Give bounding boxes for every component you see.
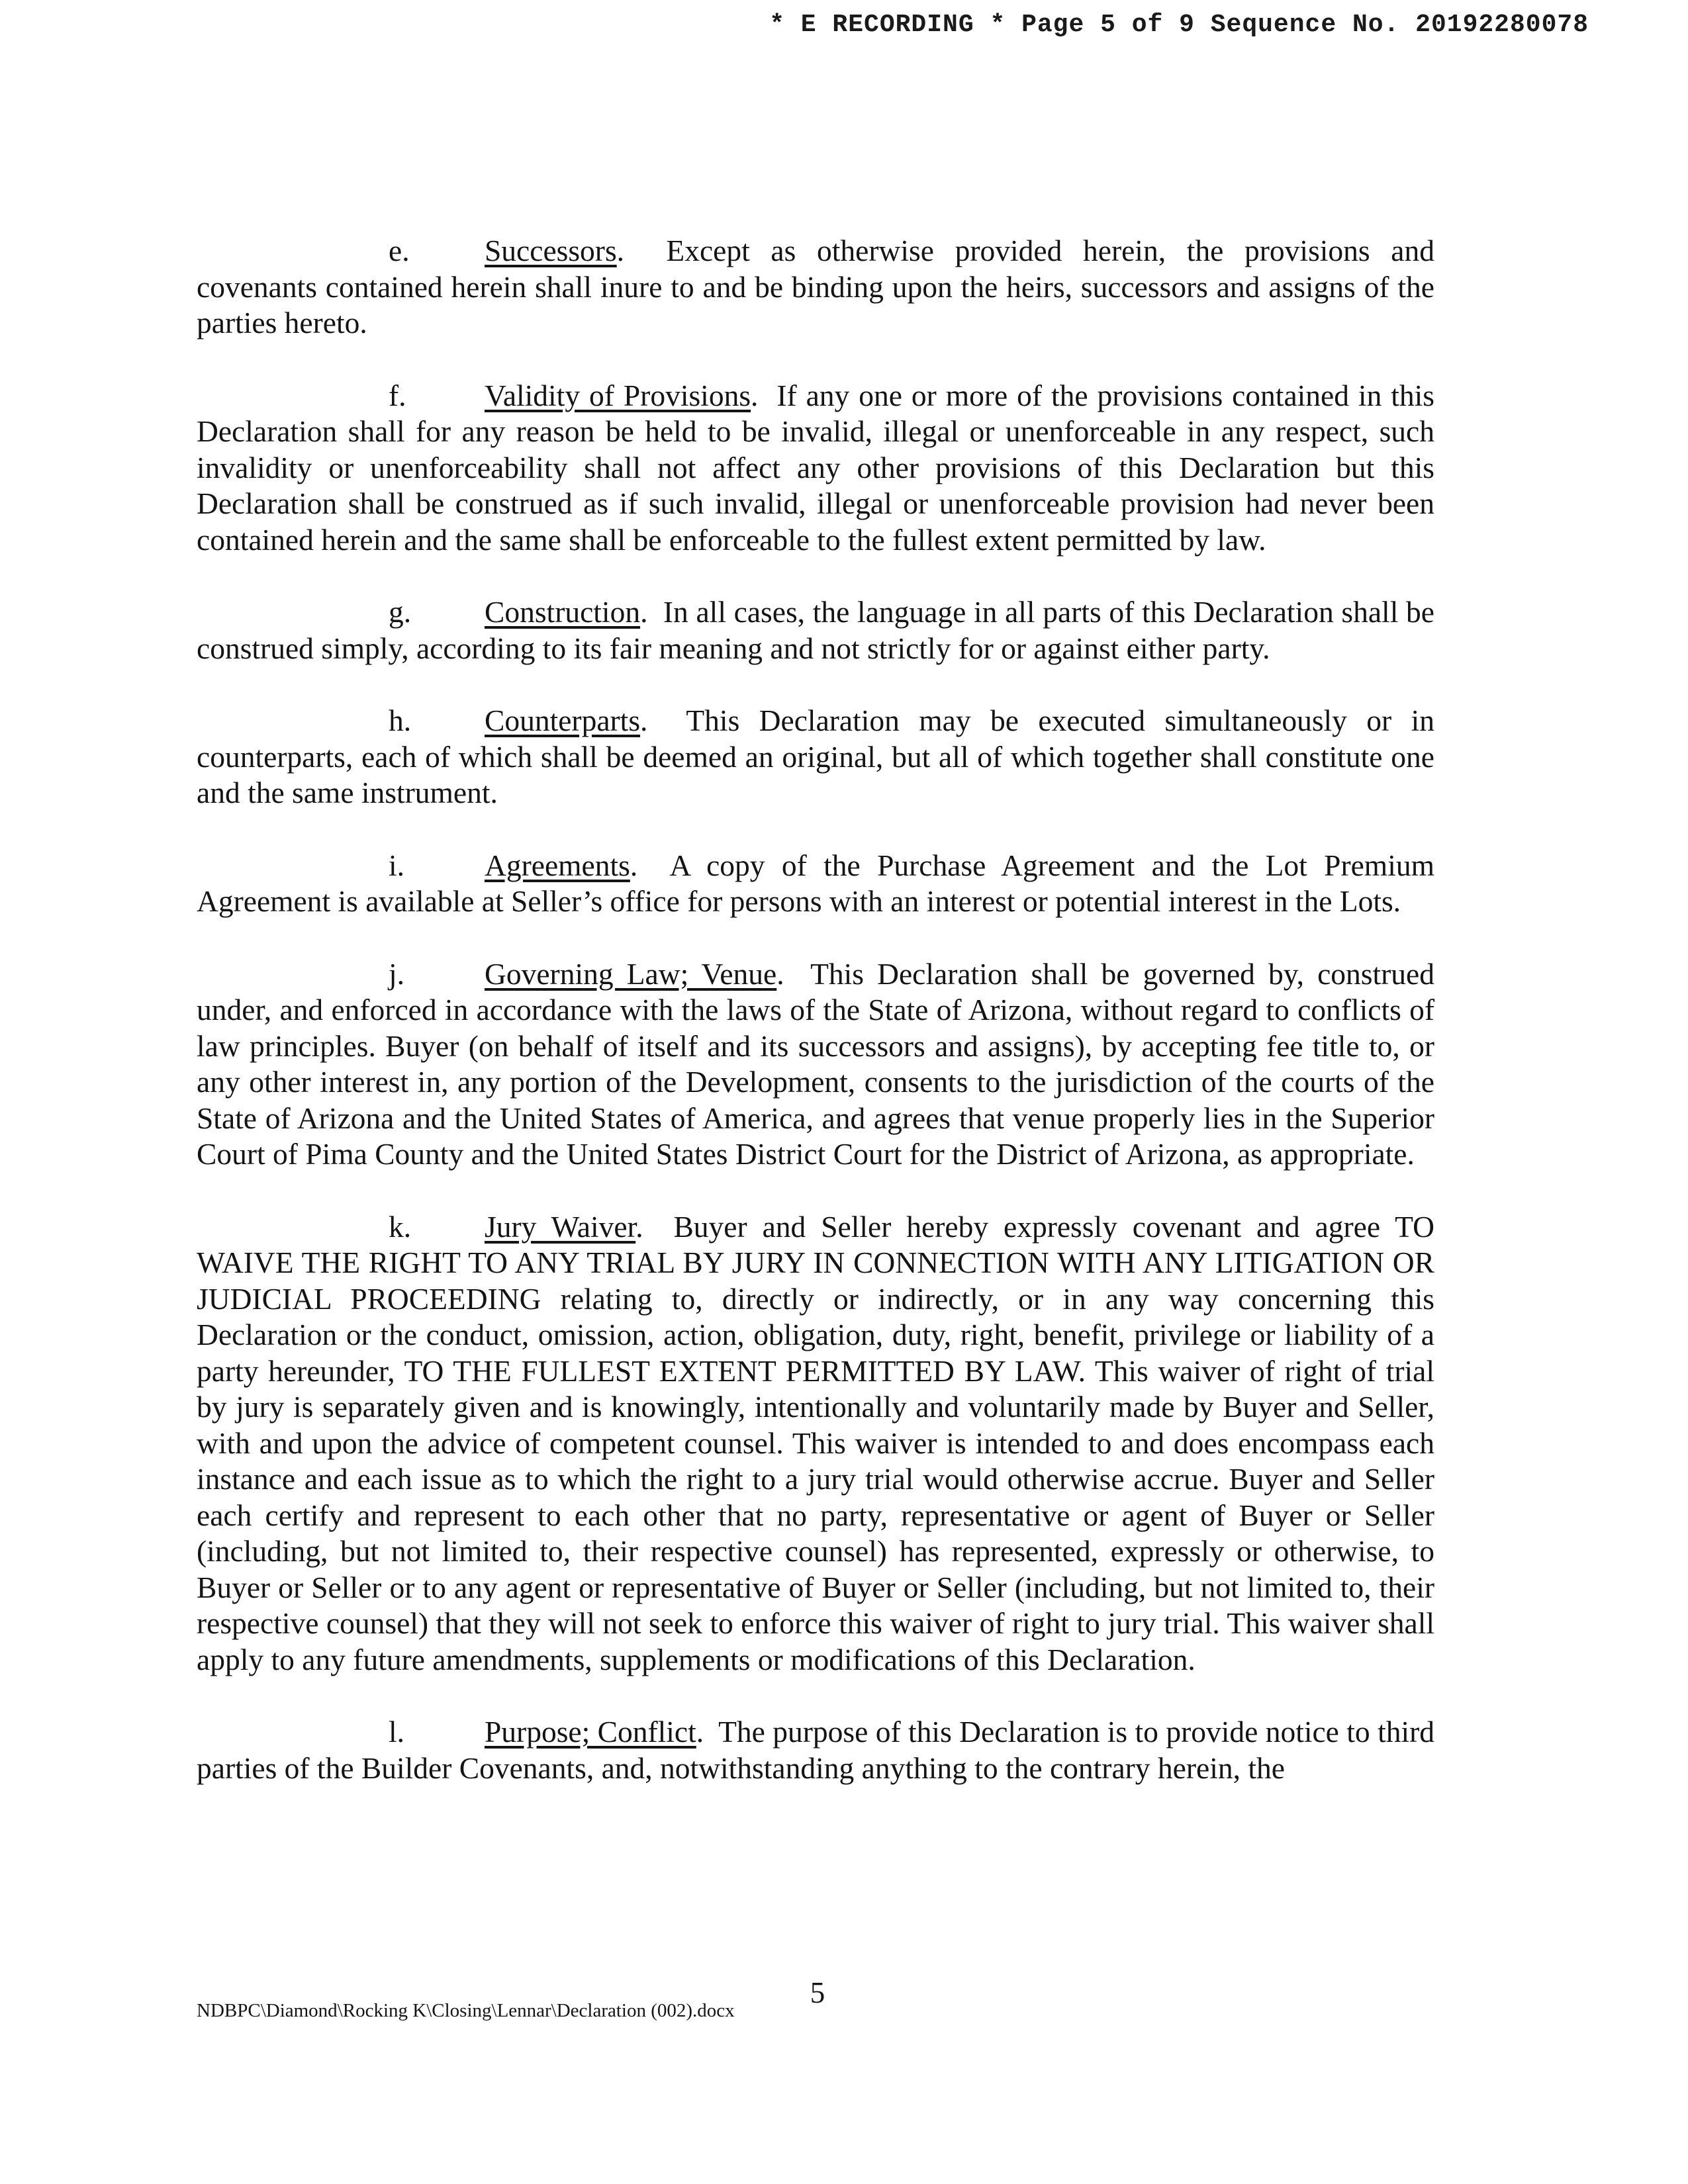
recording-header: * E RECORDING * Page 5 of 9 Sequence No. 20192280078 xyxy=(769,11,1589,39)
section-title: Purpose; Conflict xyxy=(485,1715,696,1749)
section-l-purpose: l. Purpose; Conflict. The purpose of this Declaration is to provide notice to third parties of the Builder Covenants, and, notwithstanding anything to the contrary herein, the xyxy=(197,1715,1435,1785)
section-letter: j. xyxy=(389,956,405,991)
section-f-validity: f. Validity of Provisions. If any one or more of the provisions contained in this Declaration shall for any reason be held to be invalid, illegal or unenforceable in any respect, such invalidity or unenforceability shall not affect any other provisions of this Declaration but this Declaration shall be construed as if such invalid, illegal or unenforceable provision had never been contained herein and the same shall be enforceable to the fullest extent permitted by law. xyxy=(197,378,1435,557)
section-title: Successors xyxy=(485,234,617,267)
section-e-successors: e. Successors. Except as otherwise provided herein, the provisions and covenants contained herein shall inure to and be binding upon the heirs, successors and assigns of the parties hereto. xyxy=(197,234,1435,340)
section-text: A copy of the Purchase Agreement and the Lot Premium Agreement is available at Seller’s office for persons with an interest or potential interest in the Lots. xyxy=(197,848,1434,918)
section-h-counterparts: h. Counterparts. This Declaration may be executed simultaneously or in counterparts, each of which shall be deemed an original, but all of which together shall constitute one and the same instrument. xyxy=(197,704,1434,809)
section-text: This Declaration shall be governed by, construed under, and enforced in accordance with the laws of the State of Arizona, without regard to conflicts of law principles. Buyer (on behalf of itself and its successors and assigns), by accepting fee title to, or any other interest in, any portion of the Development, consents to the jurisdiction of the courts of the State of Arizona and the United States of America, and agrees that venue properly lies in the Superior Court of Pima County and the United States District Court for the District of Arizona, as appropriate. xyxy=(197,956,1434,1171)
section-i-agreements: i. Agreements. A copy of the Purchase Agreement and the Lot Premium Agreement is available at Seller’s office for persons with an interest or potential interest in the Lots. xyxy=(197,848,1434,918)
section-text: In all cases, the language in all parts of this Declaration shall be construed simply, according to its fair meaning and not strictly for or against either party. xyxy=(197,595,1434,665)
document-body xyxy=(197,233,1434,1823)
section-text: Buyer and Seller hereby expressly covenant and agree TO WAIVE THE RIGHT TO ANY TRIAL BY JURY IN CONNECTION WITH ANY LITIGATION OR JUDICIAL PROCEEDING relating to, directly or indirectly, or in any way concerning this Declaration or the conduct, omission, action, obligation, duty, right, benefit, privilege or liability of a party hereunder, TO THE FULLEST EXTENT PERMITTED BY LAW. This waiver of right of trial by jury is separately given and is knowingly, intentionally and voluntarily made by Buyer and Seller, with and upon the advice of competent counsel. This waiver is intended to and does encompass each instance and each issue as to which the right to a jury trial would otherwise accrue. Buyer and Seller each certify and represent to each other that no party, representative or agent of Buyer or Seller (including, but not limited to, their respective counsel) has represented, expressly or otherwise, to Buyer or Seller or to any agent or representative of Buyer or Seller (including, but not limited to, their respective counsel) that they will not seek to enforce this waiver of right to jury trial. This waiver shall apply to any future amendments, supplements or modifications of this Declaration. xyxy=(197,1209,1435,1676)
section-letter: h. xyxy=(389,704,412,737)
section-text: This Declaration may be executed simultaneously or in counterparts, each of which shall be deemed an original, but all of which together shall constitute one and the same instrument. xyxy=(197,704,1434,809)
section-letter: e. xyxy=(389,234,410,267)
section-text: Except as otherwise provided herein, the provisions and covenants contained herein shall inure to and be binding upon the heirs, successors and assigns of the parties hereto. xyxy=(197,234,1435,340)
section-k-jury-waiver: k. Jury Waiver. Buyer and Seller hereby expressly covenant and agree TO WAIVE THE RIGHT TO ANY TRIAL BY JURY IN CONNECTION WITH ANY LITIGATION OR JUDICIAL PROCEEDING relating to, directly or indirectly, or in any way concerning this Declaration or the conduct, omission, action, obligation, duty, right, benefit, privilege or liability of a party hereunder, TO THE FULLEST EXTENT PERMITTED BY LAW. This waiver of right of trial by jury is separately given and is knowingly, intentionally and voluntarily made by Buyer and Seller, with and upon the advice of competent counsel. This waiver is intended to and does encompass each instance and each issue as to which the right to a jury trial would otherwise accrue. Buyer and Seller each certify and represent to each other that no party, representative or agent of Buyer or Seller (including, but not limited to, their respective counsel) has represented, expressly or otherwise, to Buyer or Seller or to any agent or representative of Buyer or Seller (including, but not limited to, their respective counsel) that they will not seek to enforce this waiver of right to jury trial. This waiver shall apply to any future amendments, supplements or modifications of this Declaration. xyxy=(197,1209,1435,1676)
section-letter: l. xyxy=(389,1715,405,1749)
section-g-construction: g. Construction. In all cases, the language in all parts of this Declaration shall be construed simply, according to its fair meaning and not strictly for or against either party. xyxy=(197,595,1434,665)
section-title: Validity of Provisions xyxy=(485,378,751,412)
section-letter: i. xyxy=(389,848,405,882)
section-title: Construction xyxy=(485,595,641,629)
page-number: 5 xyxy=(810,1976,825,2009)
section-text: If any one or more of the provisions contained in this Declaration shall for any reason be held to be invalid, illegal or unenforceable in any respect, such invalidity or unenforceability shall not affect any other provisions of this Declaration but this Declaration shall be construed as if such invalid, illegal or unenforceable provision had never been contained herein and the same shall be enforceable to the fullest extent permitted by law. xyxy=(197,378,1435,557)
section-title: Counterparts xyxy=(485,704,641,737)
section-title: Jury Waiver xyxy=(485,1209,636,1244)
footer-file-path: NDBPC\Diamond\Rocking K\Closing\Lennar\Declaration (002).docx xyxy=(197,2000,735,2021)
section-title: Governing Law; Venue xyxy=(485,956,777,991)
section-letter: g. xyxy=(389,595,412,629)
section-j-governing-law: j. Governing Law; Venue. This Declaration shall be governed by, construed under, and enforced in accordance with the laws of the State of Arizona, without regard to conflicts of law principles. Buyer (on behalf of itself and its successors and assigns), by accepting fee title to, or any other interest in, any portion of the Development, consents to the jurisdiction of the courts of the State of Arizona and the United States of America, and agrees that venue properly lies in the Superior Court of Pima County and the United States District Court for the District of Arizona, as appropriate. xyxy=(197,956,1434,1171)
section-letter: k. xyxy=(389,1209,412,1244)
section-title: Agreements xyxy=(485,848,630,882)
section-text: The purpose of this Declaration is to provide notice to third parties of the Builder Covenants, and, notwithstanding anything to the contrary herein, the xyxy=(197,1715,1435,1785)
section-letter: f. xyxy=(389,378,406,412)
